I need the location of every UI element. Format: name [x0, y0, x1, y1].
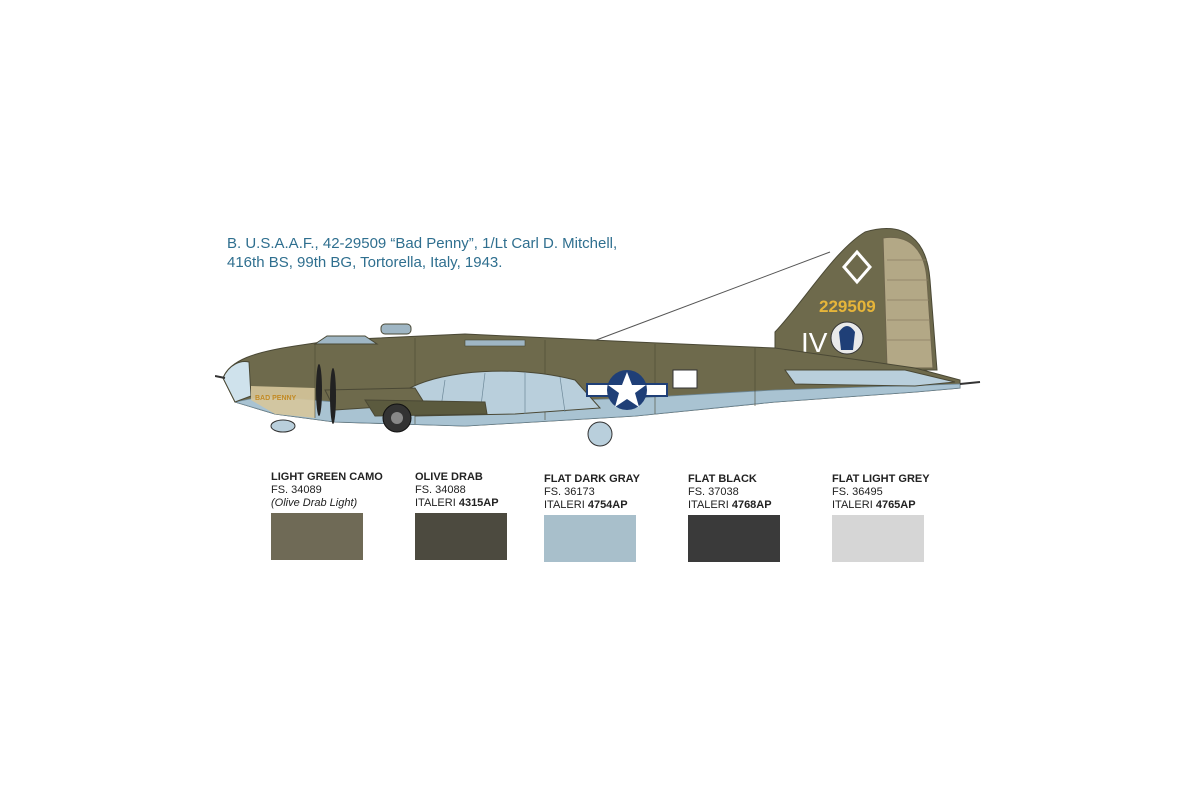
b17-side-profile	[215, 220, 985, 460]
italeri-code: 4765AP	[875, 499, 916, 511]
nose-glazing	[223, 362, 251, 402]
swatch-italeri	[688, 499, 780, 512]
tail-gun	[960, 382, 980, 384]
color-swatch	[271, 513, 363, 560]
swatch-name: LIGHT GREEN CAMO	[271, 471, 383, 483]
italeri-label: ITALERI	[832, 499, 873, 511]
italeri-code: 4768AP	[731, 499, 772, 511]
tail-emblem-figure	[839, 326, 855, 350]
swatch-card-flat-dark-gray	[544, 473, 640, 562]
italeri-code: 4315AP	[458, 497, 499, 509]
swatch-card-olive-drab	[415, 471, 507, 560]
swatch-name: FLAT BLACK	[688, 473, 757, 485]
swatch-card-flat-light-grey	[832, 473, 930, 562]
italeri-label: ITALERI	[688, 499, 729, 511]
chin-turret	[271, 420, 295, 432]
swatch-name: FLAT LIGHT GREY	[832, 473, 930, 485]
nose-art-text: BAD PENNY	[255, 395, 297, 402]
swatch-fs-code: FS. 34088	[415, 484, 466, 496]
cockpit-canopy	[315, 336, 377, 344]
color-swatch	[832, 515, 924, 562]
radio-hatch	[465, 340, 525, 346]
color-swatch	[544, 515, 636, 562]
color-swatch	[415, 513, 507, 560]
main-wheel-hub	[391, 412, 403, 424]
swatch-fs-code: FS. 37038	[688, 486, 739, 498]
swatch-fs-code: FS. 36495	[832, 486, 883, 498]
color-swatch	[688, 515, 780, 562]
waist-window	[673, 370, 697, 388]
swatch-fs-code: FS. 34089	[271, 484, 322, 496]
swatch-name: OLIVE DRAB	[415, 471, 483, 483]
swatch-italeri	[415, 497, 507, 510]
caption-line-1: B. U.S.A.A.F., 42-29509 “Bad Penny”, 1/Lt Carl D. Mitchell,	[227, 235, 618, 252]
squadron-code: IV	[801, 327, 828, 358]
italeri-label: ITALERI	[544, 499, 585, 511]
ball-turret	[588, 422, 612, 446]
caption-line-2: 416th BS, 99th BG, Tortorella, Italy, 1943.	[227, 254, 503, 271]
swatch-note: (Olive Drab Light)	[271, 497, 358, 509]
nose-art-panel	[251, 386, 315, 418]
top-turret	[381, 324, 411, 334]
swatch-name: FLAT DARK GRAY	[544, 473, 640, 485]
tail-serial: 229509	[819, 297, 876, 316]
swatch-italeri	[544, 499, 640, 512]
italeri-label: ITALERI	[415, 497, 456, 509]
swatch-card-flat-black	[688, 473, 780, 562]
swatch-fs-code: FS. 36173	[544, 486, 595, 498]
swatch-italeri	[832, 499, 930, 512]
swatch-card-light-green-camo	[271, 471, 383, 560]
italeri-code: 4754AP	[587, 499, 628, 511]
